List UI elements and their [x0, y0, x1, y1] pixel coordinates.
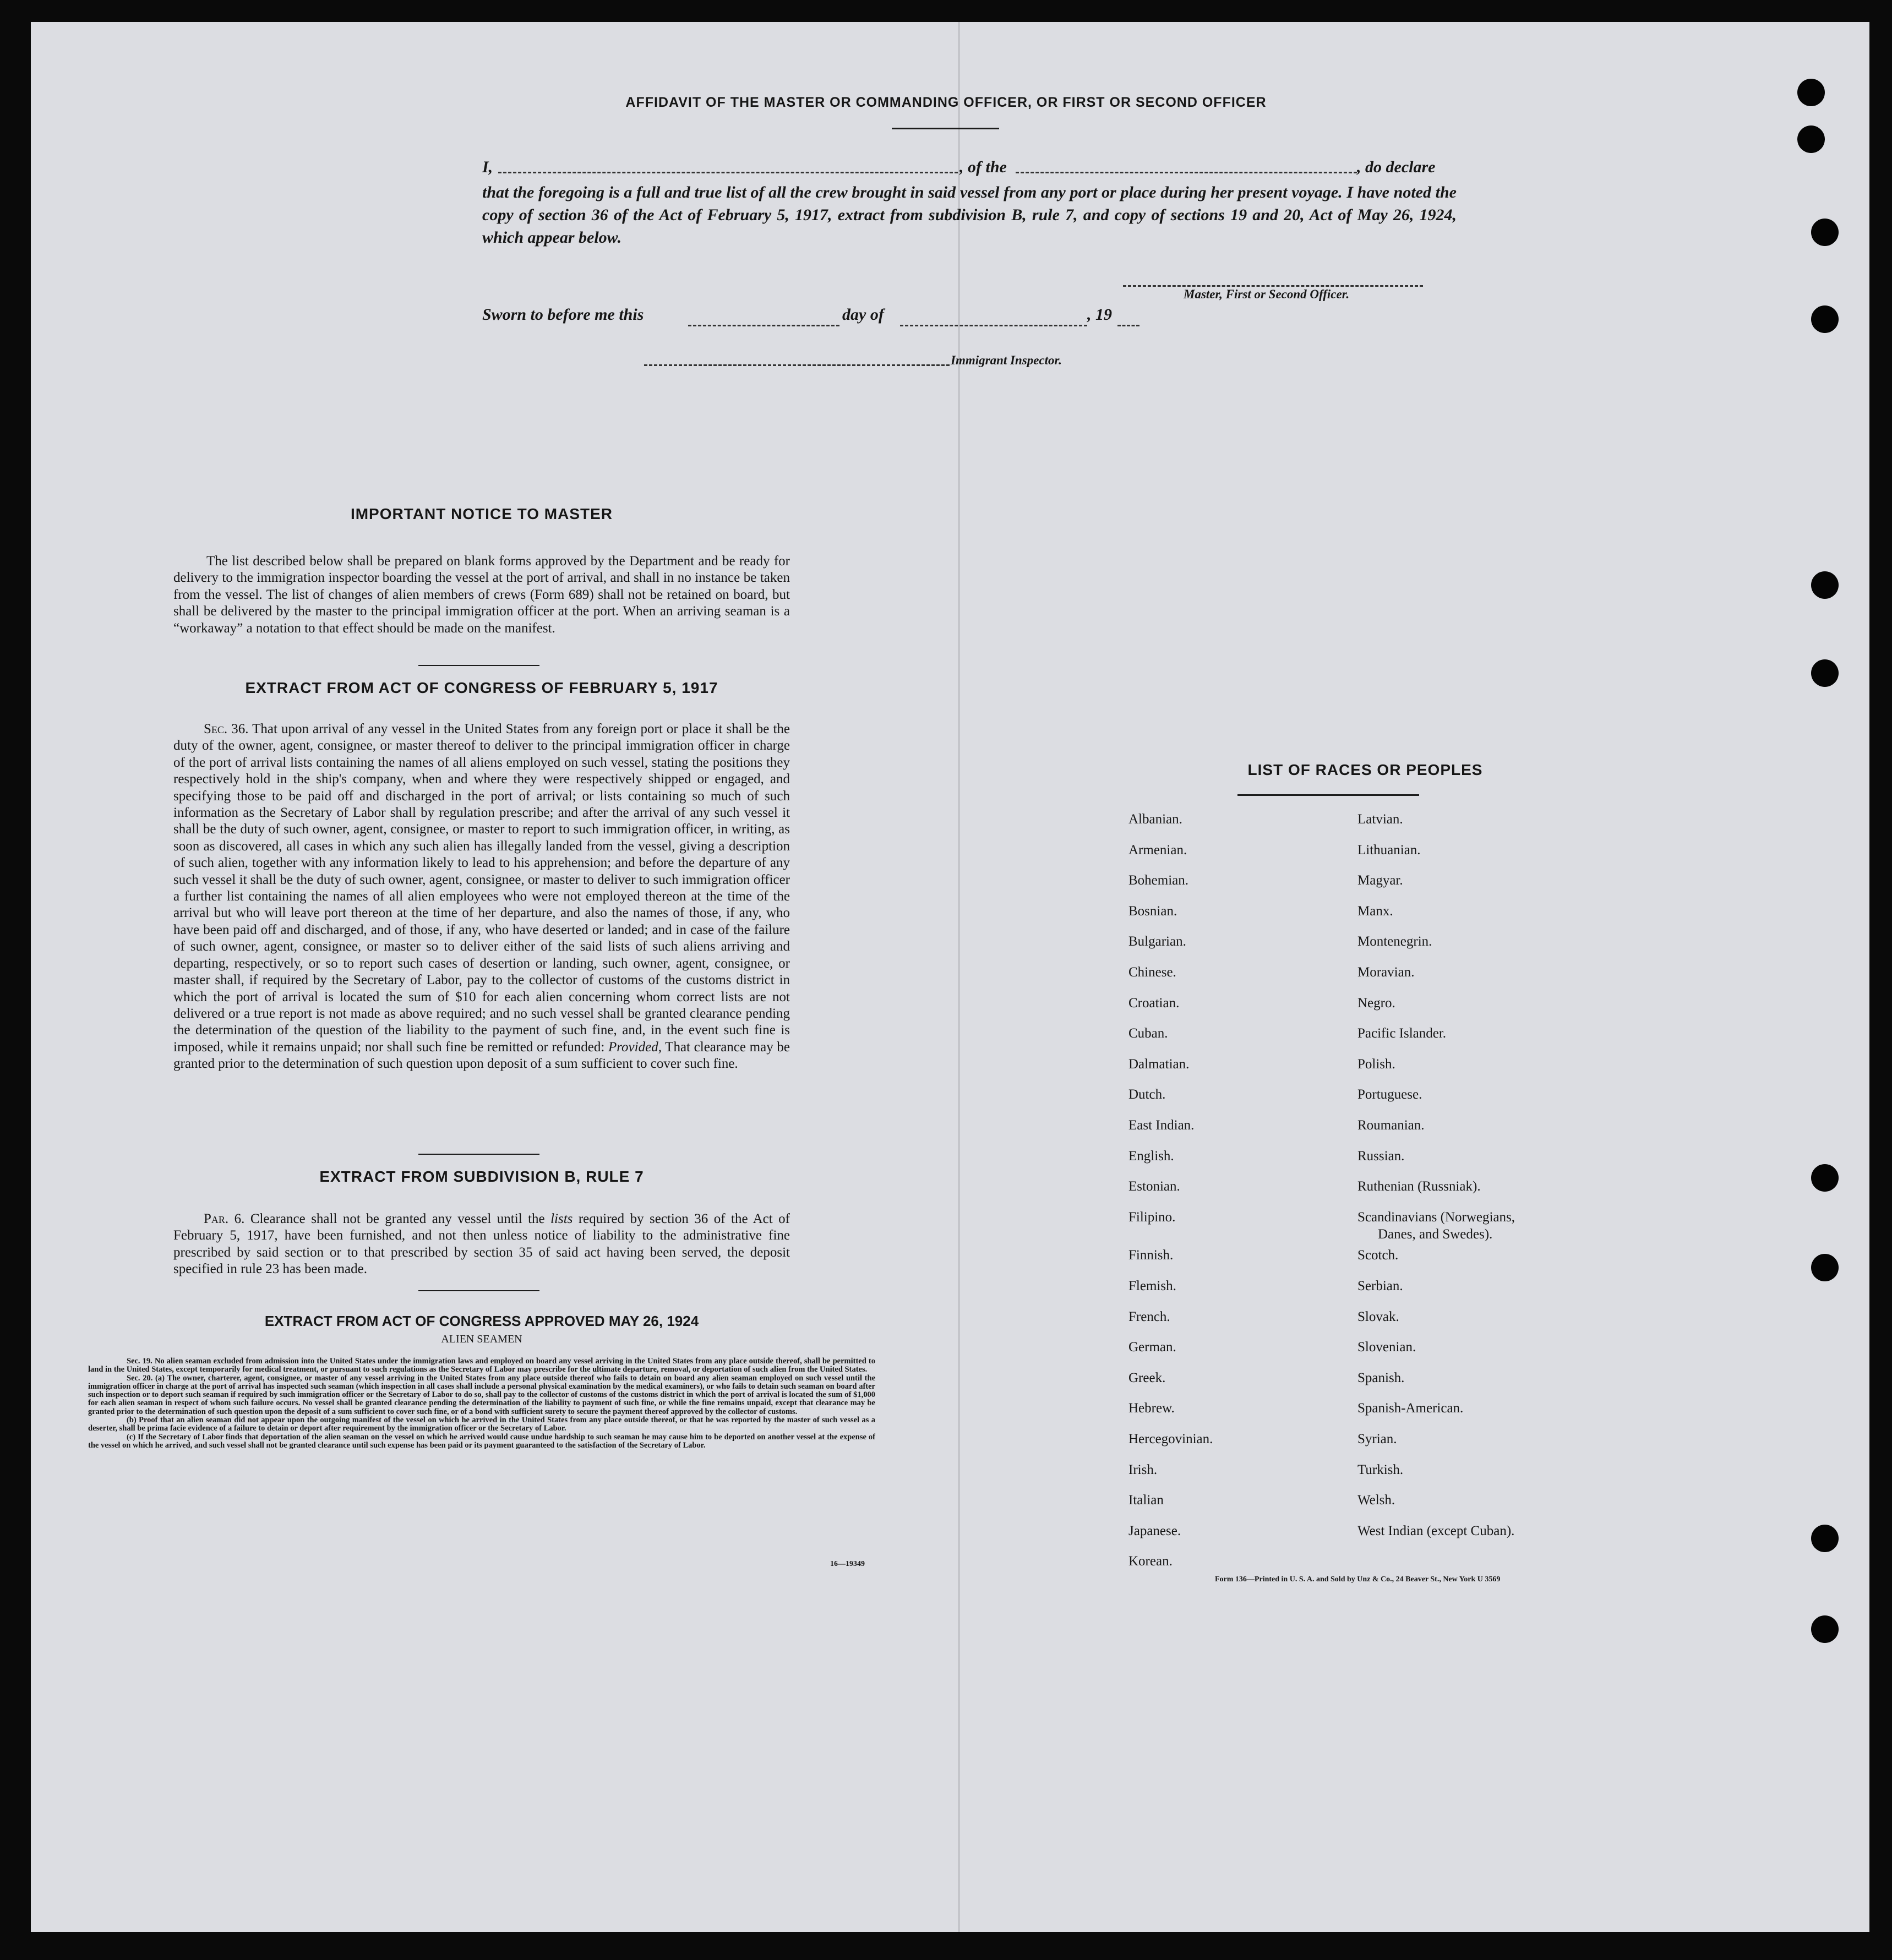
race-left-item: Italian: [1128, 1493, 1164, 1508]
race-left-item: Bulgarian.: [1128, 934, 1186, 949]
race-left-item: Hercegovinian.: [1128, 1432, 1213, 1446]
race-right-item: Polish.: [1357, 1056, 1395, 1072]
punch-hole: [1811, 1254, 1839, 1281]
race-right-item: Syrian.: [1357, 1432, 1397, 1446]
sec20c-paragraph: (c) If the Secretary of Labor finds that deportation of the alien seaman on the vessel on which he arrived would cause undue hardship to such seaman he may cause him to be deported on another vessel at the expense of the vessel on which he arrived, and such vessel shall not be granted clearance until such expense has been paid or its payment guaranteed to the satisfaction of the Secretary of Labor.: [88, 1432, 875, 1450]
punch-hole: [1811, 219, 1839, 246]
punch-hole: [1811, 1525, 1839, 1552]
divider: [418, 1290, 539, 1291]
race-left-item: Albanian.: [1128, 812, 1182, 827]
alien-seamen-subtitle: ALIEN SEAMEN: [441, 1333, 522, 1345]
provided-label: Provided,: [608, 1039, 662, 1055]
punch-hole: [1811, 571, 1839, 599]
affidavit-of-the: , of the: [959, 158, 1007, 176]
race-left-item: Flemish.: [1128, 1279, 1176, 1293]
sworn-day-field[interactable]: [688, 325, 839, 326]
sec36-text: That upon arrival of any vessel in the United States from any foreign port or place it shall be the duty of the owner, agent, consignee, or master thereof to deliver to the principal immigration officer in charge of the port of arrival lists containing the names of all aliens employed on such vessel, stating the positions they respectively hold in the ship's company, when and where they were respectively shipped or engaged, and specifying those to be paid off and discharged in the port of arrival; or lists containing so much of such information as the Secretary of Labor shall by regulation prescribe; and after the arrival of any such vessel it shall be the duty of such owner, agent, consignee, or master to report to such immigration officer, in writing, as soon as discovered, all cases in which any such alien has illegally landed from the vessel, giving a description of such alien, together with any information likely to lead to his apprehension; and before the departure of any such vessel it shall be the duty of such owner, agent, consignee, or master to deliver to such immigration officer a further list containing the names of all alien employees who were not employed thereon at the time of the arrival but who will leave port thereon at the time of her departure, and also the names of those, if any, who have been paid off and discharged, and of those, if any, who have deserted or landed; and in case of the failure of such owner, agent, consignee, or master so to deliver either of the said lists of such aliens arriving and departing, respectively, or so to report such cases of desertion or landing, such owner, agent, consignee, or master shall, if required by the Secretary of Labor, pay to the collector of customs of the customs district in which the port of arrival is located the sum of $10 for each alien concerning whom correct lists are not delivered or a true report is not made as above required; and no such vessel shall be granted clearance pending the determination of the question of the liability to the payment of such fine, and, in the event such fine is imposed, while it remains unpaid; nor shall such fine be remitted or refunded:: [173, 722, 790, 1055]
rule7-title: EXTRACT FROM SUBDIVISION B, RULE 7: [319, 1168, 644, 1185]
master-signature-field[interactable]: [1123, 285, 1423, 287]
races-title: LIST OF RACES OR PEOPLES: [1247, 761, 1483, 778]
master-label: Master, First or Second Officer.: [1184, 287, 1350, 301]
extract-1924-title: EXTRACT FROM ACT OF CONGRESS APPROVED MAY 26, 1924: [264, 1313, 699, 1329]
race-left-item: Chinese.: [1128, 965, 1176, 980]
race-right-item: Moravian.: [1357, 965, 1415, 980]
race-right-item: Magyar.: [1357, 873, 1403, 888]
sec19-paragraph: [88, 1357, 875, 1374]
race-right-item: Manx.: [1357, 903, 1393, 919]
inspector-signature-field[interactable]: [644, 364, 950, 366]
race-left-item: Korean.: [1128, 1554, 1173, 1569]
race-left-item: Dutch.: [1128, 1087, 1166, 1102]
race-left-item: Japanese.: [1128, 1523, 1181, 1538]
sworn-month-field[interactable]: [900, 325, 1087, 326]
race-left-item: Irish.: [1128, 1462, 1158, 1477]
race-right-item: Russian.: [1357, 1148, 1405, 1164]
vessel-field[interactable]: [1016, 172, 1357, 173]
sworn-year-field[interactable]: [1117, 325, 1139, 326]
lists-word: lists: [550, 1211, 573, 1226]
affidavit-body: that the foregoing is a full and true list of all the crew brought in said vessel from any port or place during her present voyage. I have noted the copy of section 36 of the Act of February 5, 1917, extract from subdivision B, rule 7, and copy of sections 19 and 20, Act of May 26, 1924, which appear below.: [482, 183, 1457, 247]
race-right-item: Pacific Islander.: [1357, 1026, 1447, 1041]
race-left-item: Armenian.: [1128, 842, 1187, 858]
race-left-item: German.: [1128, 1340, 1176, 1355]
race-left-item: Dalmatian.: [1128, 1056, 1190, 1072]
race-left-item: Greek.: [1128, 1370, 1166, 1385]
inspector-label: Immigrant Inspector.: [951, 353, 1062, 367]
form-code: 16—19349: [830, 1560, 865, 1568]
sec20b-paragraph: (b) Proof that an alien seaman did not appear upon the outgoing manifest of the vessel on which he arrived in the United States from any place outside thereof, or that he was reported by the master of such vessel as a deserter, shall be prima facie evidence of a failure to detain or deport after requirement by the immigration officer or the Secretary of Labor.: [88, 1416, 875, 1433]
extract-1924-body: [88, 1357, 875, 1450]
race-right-item: West Indian (except Cuban).: [1357, 1523, 1515, 1538]
race-right-item: Negro.: [1357, 995, 1395, 1011]
race-right-item: Spanish.: [1357, 1370, 1405, 1385]
race-right-item: Slovenian.: [1357, 1340, 1416, 1355]
punch-hole: [1811, 1164, 1839, 1192]
race-left-item: Finnish.: [1128, 1248, 1174, 1263]
race-right-item: Serbian.: [1357, 1279, 1403, 1293]
extract-1917-body: [173, 721, 790, 1073]
race-right-item: Roumanian.: [1357, 1118, 1425, 1133]
race-left-item: Cuban.: [1128, 1026, 1168, 1041]
race-right-item: Montenegrin.: [1357, 934, 1432, 949]
sec19-label: Sec. 19.: [127, 1357, 152, 1366]
race-right-item: Latvian.: [1357, 812, 1403, 827]
extract-1917-title: EXTRACT FROM ACT OF CONGRESS OF FEBRUARY 5, 1917: [245, 679, 718, 696]
page-fold: [958, 22, 960, 1932]
races-title-rule: [1237, 794, 1419, 796]
sec20a-paragraph: [88, 1374, 875, 1416]
rule7-body: [173, 1211, 790, 1278]
race-right-item: Scandinavians (Norwegians,: [1357, 1209, 1515, 1225]
sec20a-text: (a) The owner, charterer, agent, consignee, or master of any vessel arriving in the United States from any place outside thereof who fails to detain on board any alien seaman employed on such vessel until the immigration officer in charge at the port of arrival has inspected such seaman (which inspection in all cases shall include a personal physical examination by the medical examiners), or who fails to detain such seaman on board after such inspection or to deport such seaman if required by such immigration officer or the Secretary of Labor to do so, shall pay to the collector of customs of the customs district in which the port of arrival is located the sum of $1,000 for each alien seaman in respect of whom such failure occurs. No vessel shall be granted clearance pending the determination of the liability to payment of such fine, or while the fine remains unpaid, except that clearance may be granted prior to the determination of such question upon the deposit of a sum sufficient to cover such fine, or of a bond with sufficient surety to secure the payment thereof approved by the collector of customs.: [88, 1373, 876, 1416]
sworn-year-label: , 19: [1087, 305, 1112, 324]
affidavit-title: AFFIDAVIT OF THE MASTER OR COMMANDING OFFICER, OR FIRST OR SECOND OFFICER: [625, 95, 1267, 110]
race-right-item: Lithuanian.: [1357, 842, 1421, 858]
race-left-item: French.: [1128, 1309, 1170, 1324]
divider: [418, 665, 539, 666]
punch-hole: [1811, 1615, 1839, 1643]
race-left-item: Filipino.: [1128, 1209, 1176, 1225]
sworn-prefix: Sworn to before me this: [482, 305, 644, 324]
race-left-item: Bosnian.: [1128, 903, 1177, 919]
name-field[interactable]: [498, 172, 958, 173]
printer-footer: Form 136—Printed in U. S. A. and Sold by Unz & Co., 24 Beaver St., New York U 3569: [1215, 1575, 1501, 1584]
affidavit-declare: , do declare: [1357, 158, 1436, 176]
race-right-item: Spanish-American.: [1357, 1401, 1464, 1416]
punch-hole: [1797, 125, 1825, 153]
race-right-item: Danes, and Swedes).: [1378, 1226, 1493, 1242]
race-right-item: Welsh.: [1357, 1493, 1395, 1508]
sec19-text: No alien seaman excluded from admission into the United States under the immigration laws and employed on board any vessel arriving in the United States from any place outside thereof, shall be permitted to land in the United States, except temporarily for medical treatment, or pursuant to such regulations as the Secretary of Labor may prescribe for the ultimate departure, removal, or deportation of such alien from the United States.: [88, 1357, 876, 1374]
affidavit-i: I,: [482, 158, 493, 176]
race-left-item: Croatian.: [1128, 995, 1180, 1011]
race-left-item: Bohemian.: [1128, 873, 1189, 888]
rule7-text-a: Clearance shall not be granted any vessel until the: [250, 1211, 545, 1226]
race-right-item: Slovak.: [1357, 1309, 1399, 1324]
sec20-label: Sec. 20.: [127, 1373, 153, 1383]
race-left-item: East Indian.: [1128, 1118, 1195, 1133]
race-right-item: Turkish.: [1357, 1462, 1404, 1477]
race-right-item: Ruthenian (Russniak).: [1357, 1179, 1481, 1194]
par6-label: Par. 6.: [204, 1211, 245, 1226]
race-right-item: Scotch.: [1357, 1248, 1399, 1263]
provided-text: That clearance may be granted prior to the determination of such question upon deposit of a sum sufficient to cover such fine.: [173, 1039, 790, 1072]
punch-hole: [1811, 659, 1839, 687]
sworn-day-label: day of: [842, 305, 884, 324]
sec36-label: Sec. 36.: [204, 722, 249, 736]
title-rule: [892, 128, 999, 129]
punch-hole: [1811, 305, 1839, 333]
race-left-item: Estonian.: [1128, 1179, 1180, 1194]
race-left-item: English.: [1128, 1148, 1174, 1164]
notice-title: IMPORTANT NOTICE TO MASTER: [350, 505, 613, 522]
punch-hole: [1797, 79, 1825, 106]
divider: [418, 1154, 539, 1155]
notice-body: The list described below shall be prepared on blank forms approved by the Department and be ready for delivery to the immigration inspector boarding the vessel at the port of arrival, and shall in no instance be taken from the vessel. The list of changes of alien members of crews (Form 689) shall not be retained on board, but shall be delivered by the master to the principal immigration officer at the port. When an arriving seaman is a “workaway” a notation to that effect should be made on the manifest.: [173, 554, 790, 636]
race-left-item: Hebrew.: [1128, 1401, 1175, 1416]
race-right-item: Portuguese.: [1357, 1087, 1422, 1102]
rule7-text-b: required by section 36 of the Act of February 5, 1917, have been furnished, and not then unless notice of liability to the administrative fine prescribed by said section or to that prescribed by section 35 of said act having been served, the deposit specified in rule 23 has been made.: [173, 1211, 790, 1277]
